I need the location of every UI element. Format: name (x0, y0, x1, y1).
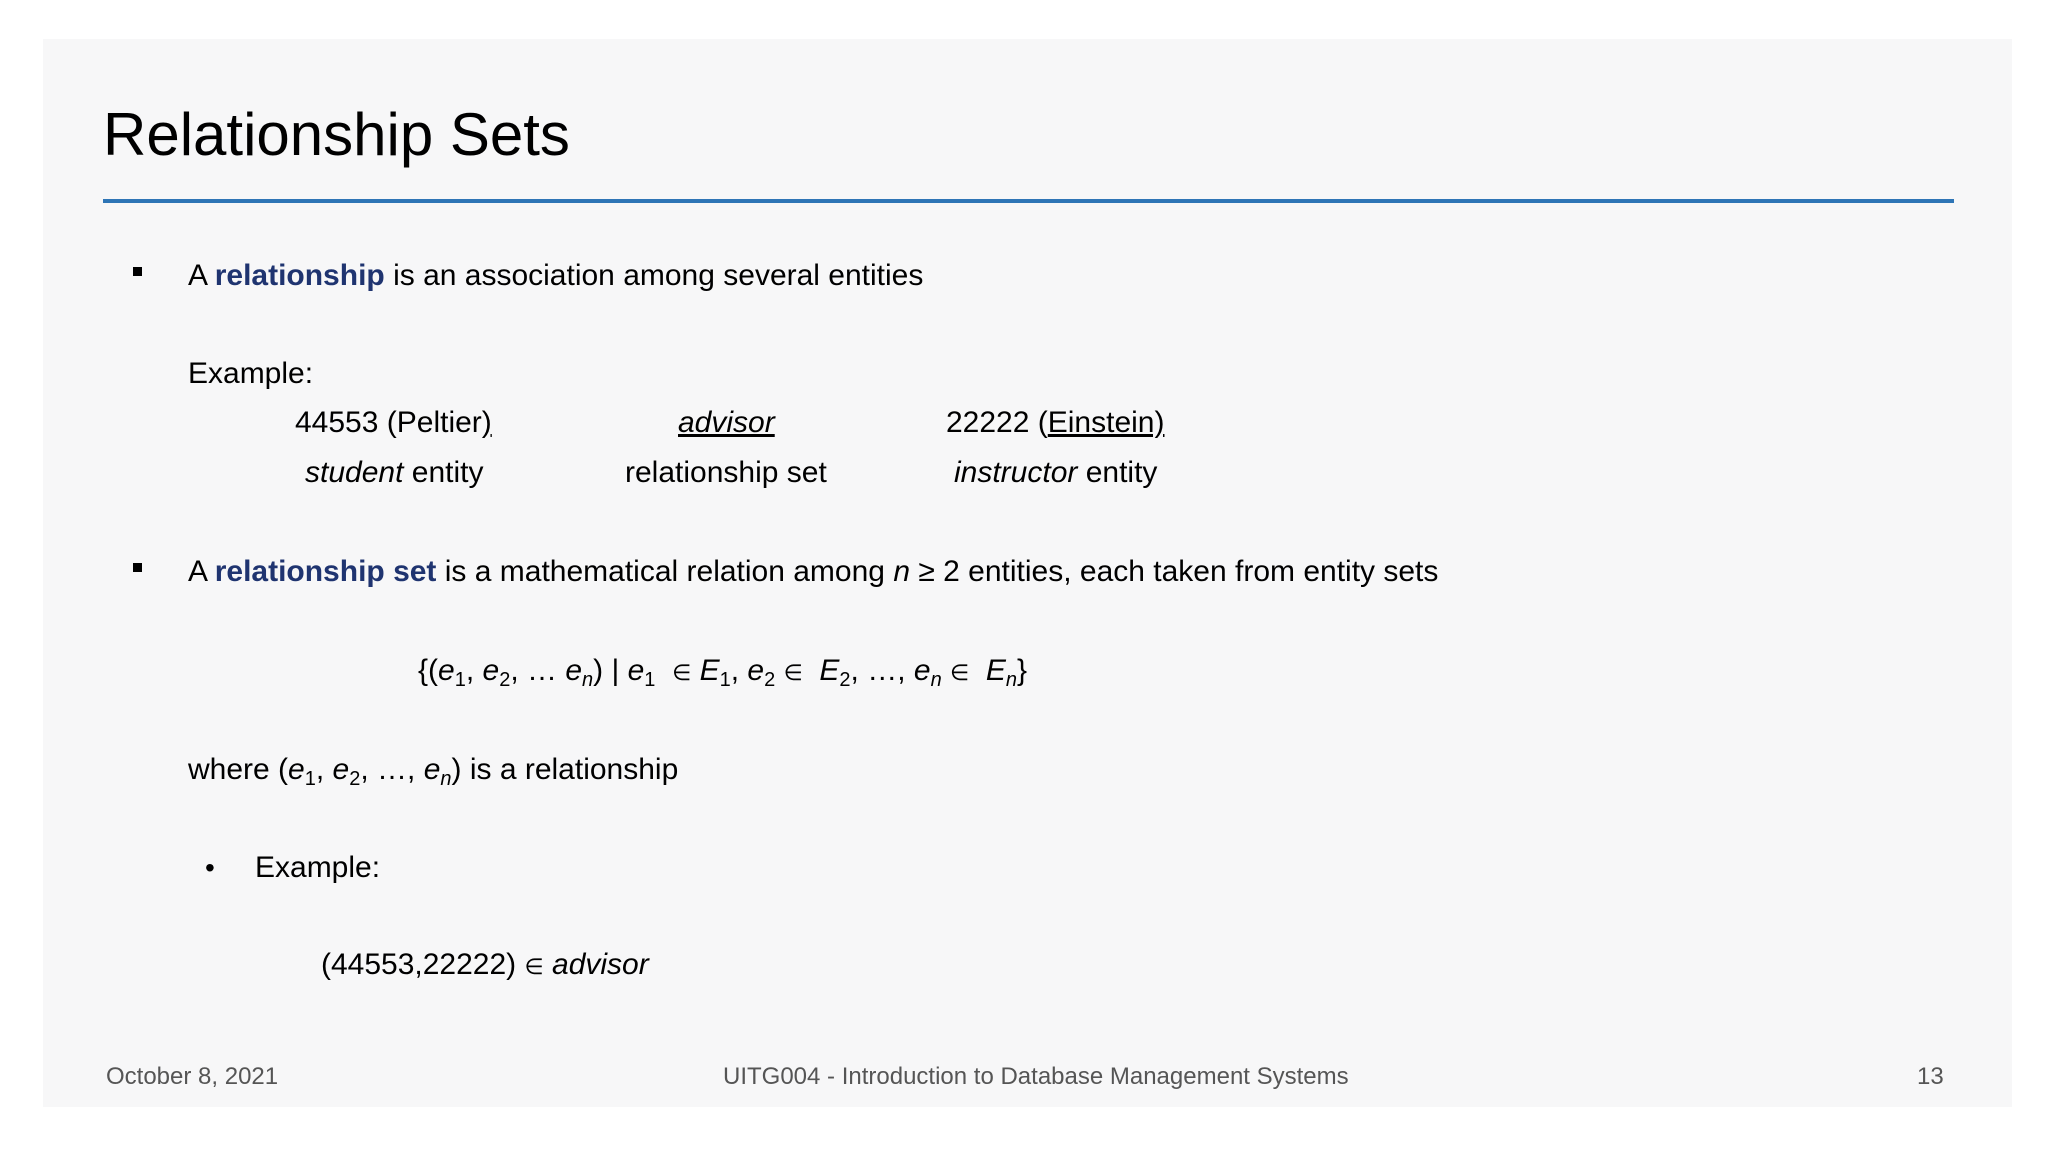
text-fragment: n (440, 768, 452, 790)
text-fragment: e (913, 654, 931, 687)
square-bullet-icon (133, 563, 142, 572)
relationship-set-formula (418, 654, 1028, 691)
text-fragment: , …, (850, 654, 914, 687)
text-fragment: 2 (764, 669, 776, 691)
text-fragment: , … (510, 654, 566, 687)
text-fragment: ) (481, 406, 492, 439)
text-fragment: 1 (304, 768, 316, 790)
advisor-membership-example (321, 950, 649, 980)
text-fragment: , …, (360, 753, 424, 786)
text-fragment: e (423, 753, 441, 786)
text-fragment: ) | (593, 654, 628, 687)
student-value (295, 408, 492, 438)
text-fragment: ) is a relationship (451, 753, 679, 786)
where-clause (188, 753, 679, 790)
footer-page-number: 13 (1917, 1063, 1944, 1090)
text-fragment: n (1005, 669, 1018, 691)
text-fragment: 1 (644, 669, 656, 691)
text-fragment: , (465, 654, 483, 687)
text-fragment: student (305, 456, 404, 489)
text-fragment: n (893, 555, 910, 588)
relationship-set-label: relationship set (625, 456, 827, 489)
text-fragment: instructor (954, 456, 1078, 489)
text-fragment: 1 (454, 669, 466, 691)
square-bullet-icon (133, 267, 142, 276)
text-fragment: A (188, 555, 215, 588)
title-underline (103, 199, 1954, 203)
text-fragment: } (1017, 654, 1028, 687)
text-fragment: e (747, 654, 765, 687)
text-fragment: 2 (499, 669, 511, 691)
text-fragment: (44553,22222) (321, 948, 525, 981)
text-fragment: advisor (543, 948, 649, 981)
text-fragment: ∈ (524, 954, 544, 979)
text-fragment: , (315, 753, 333, 786)
text-fragment: E (985, 654, 1006, 687)
text-fragment: ≥ 2 entities, each taken from entity sets (910, 555, 1439, 588)
text-fragment: where ( (188, 753, 289, 786)
text-fragment: 1 (719, 669, 731, 691)
bullet-relationship-set-definition (188, 557, 1438, 587)
text-fragment: , (730, 654, 748, 687)
text-fragment: entity (403, 456, 484, 489)
text-fragment: {( (418, 654, 439, 687)
text-fragment: E (699, 654, 720, 687)
text-fragment: E (819, 654, 840, 687)
text-fragment: e (627, 654, 645, 687)
slide-title: Relationship Sets (103, 101, 570, 168)
text-fragment: ∈ (783, 660, 803, 685)
keyword-relationship-set: relationship set (214, 555, 437, 588)
text-fragment: ∈ (950, 660, 970, 685)
text-fragment: e (288, 753, 305, 786)
text-fragment: 22222 ( (946, 406, 1048, 439)
text-fragment: is a mathematical relation among (436, 555, 894, 588)
slide (43, 39, 2012, 1107)
footer-date: October 8, 2021 (106, 1063, 279, 1090)
student-entity-label (305, 458, 483, 488)
footer-course: UITG004 - Introduction to Database Management Systems (723, 1063, 1349, 1090)
text-fragment: n (582, 669, 594, 691)
text-fragment: 2 (349, 768, 361, 790)
relationship-name-advisor: advisor (678, 406, 775, 439)
text-fragment: ∈ (672, 660, 692, 685)
bullet-relationship-definition (188, 261, 923, 291)
instructor-value (946, 408, 1164, 438)
text-fragment: A (188, 259, 215, 292)
text-fragment: Einstein) (1047, 406, 1165, 439)
text-fragment: entity (1077, 456, 1158, 489)
round-bullet-icon: • (205, 852, 215, 883)
text-fragment: e (482, 654, 500, 687)
sub-example-label: Example: (255, 851, 381, 884)
text-fragment: e (438, 654, 455, 687)
text-fragment: e (332, 753, 350, 786)
instructor-entity-label (954, 458, 1157, 488)
text-fragment: n (930, 669, 942, 691)
text-fragment: 44553 (Peltier (295, 406, 482, 439)
text-fragment: is an association among several entities (384, 259, 924, 292)
example-label: Example: (188, 357, 314, 390)
text-fragment: 2 (839, 669, 851, 691)
text-fragment: e (565, 654, 583, 687)
keyword-relationship: relationship (214, 259, 385, 292)
